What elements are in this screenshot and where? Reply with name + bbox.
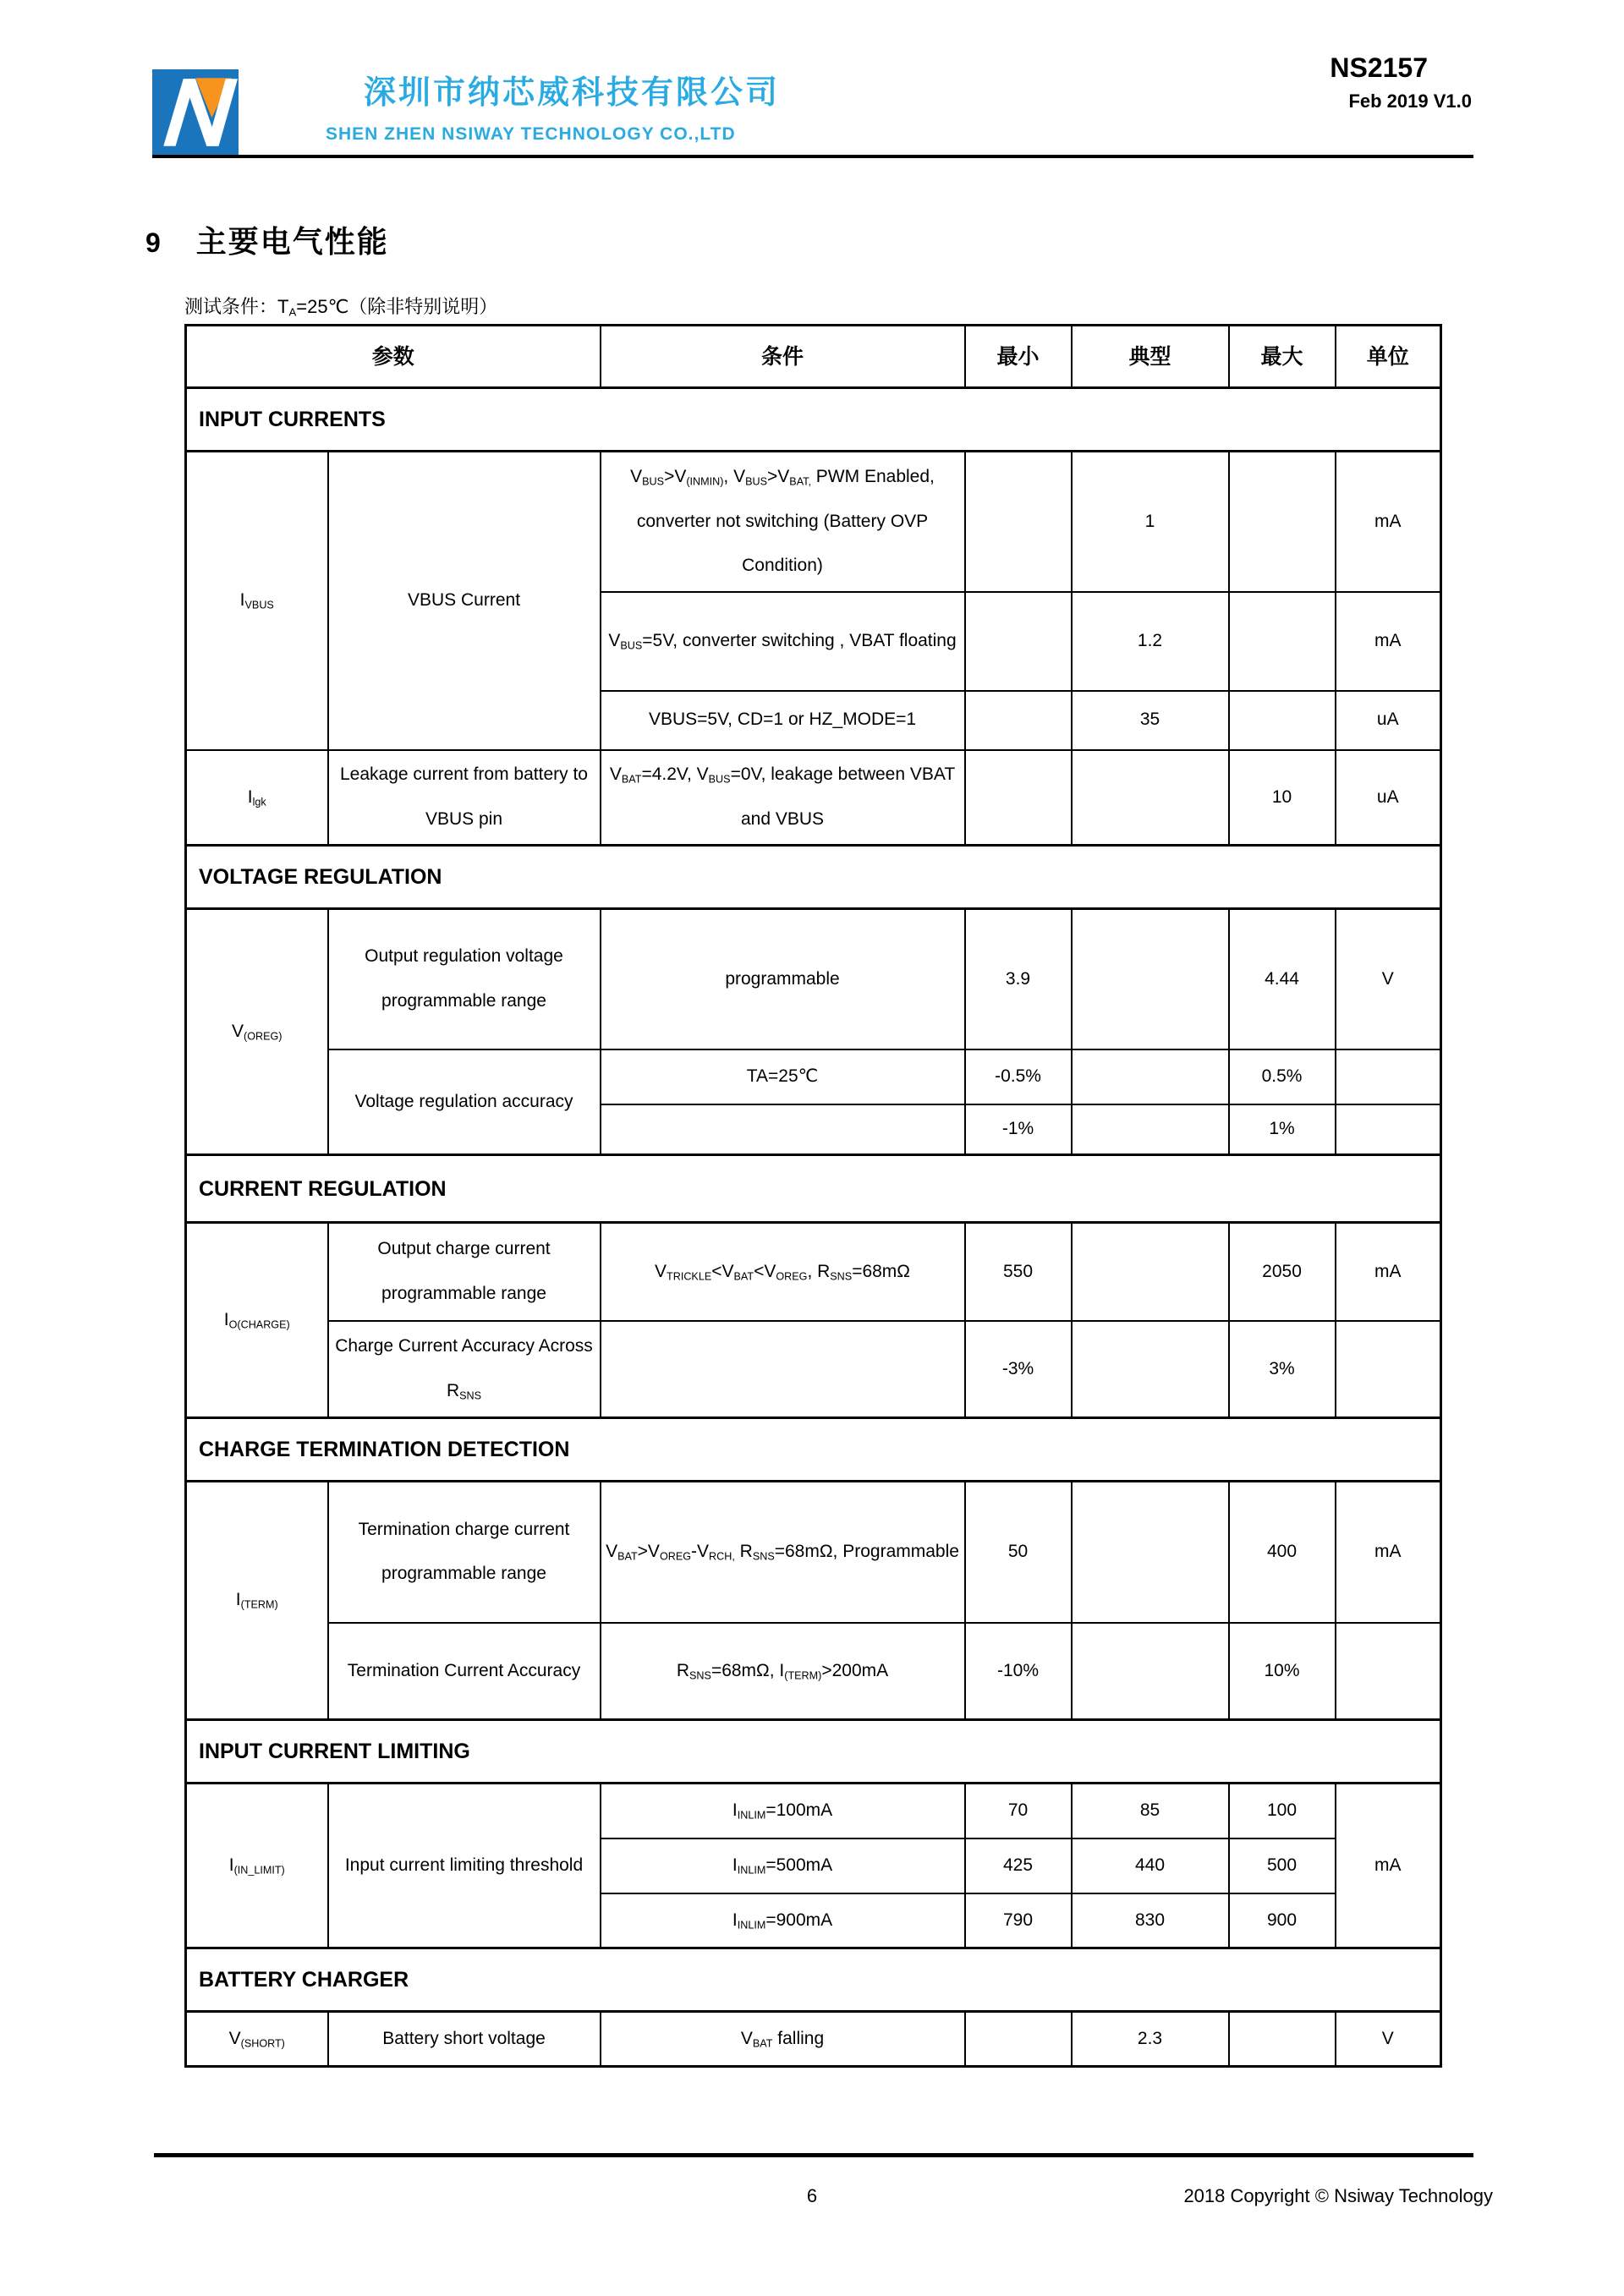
header-rule <box>152 155 1473 158</box>
unit: mA <box>1336 452 1441 592</box>
unit: uA <box>1336 750 1441 846</box>
param-desc: Termination charge current programmable range <box>328 1482 601 1623</box>
table-header-row <box>186 326 1441 388</box>
col-header-condition: 条件 <box>601 326 965 388</box>
col-header-typ: 典型 <box>1072 326 1229 388</box>
unit: V <box>1336 909 1441 1049</box>
table-row <box>186 1223 1441 1321</box>
max-value <box>1229 2012 1336 2067</box>
condition: TA=25℃ <box>601 1049 965 1104</box>
min-value <box>965 452 1072 592</box>
table-row <box>186 909 1441 1049</box>
min-value: -3% <box>965 1321 1072 1418</box>
nsiway-logo-icon <box>152 69 239 156</box>
param-symbol: $I_{VBUS}$ <box>186 452 328 750</box>
param-symbol: $V_{(OREG)}$ <box>186 909 328 1155</box>
condition: $I_{INLIM}=100mA$ <box>601 1784 965 1838</box>
unit: V <box>1336 2012 1441 2067</box>
min-value <box>965 592 1072 691</box>
param-desc: VBUS Current <box>328 452 601 750</box>
max-value <box>1229 452 1336 592</box>
condition: programmable <box>601 909 965 1049</box>
unit: uA <box>1336 691 1441 750</box>
condition: VBUS=5V, CD=1 or HZ_MODE=1 <box>601 691 965 750</box>
typ-value <box>1072 750 1229 846</box>
section-header: CHARGE TERMINATION DETECTION <box>186 1418 1441 1482</box>
section-header: BATTERY CHARGER <box>186 1948 1441 2012</box>
param-symbol: $I_{(TERM)}$ <box>186 1482 328 1720</box>
max-value: 3% <box>1229 1321 1336 1418</box>
section-row <box>186 1418 1441 1482</box>
section-header: VOLTAGE REGULATION <box>186 846 1441 909</box>
min-value: 70 <box>965 1784 1072 1838</box>
param-desc: Output regulation voltage programmable range <box>328 909 601 1049</box>
min-value: 50 <box>965 1482 1072 1623</box>
condition <box>601 1321 965 1418</box>
test-condition: 测试条件：$T_A=25℃$（除非特别说明） <box>184 296 498 319</box>
unit <box>1336 1049 1441 1104</box>
document-id-block <box>1330 52 1472 112</box>
page-number: 6 <box>806 2185 818 2206</box>
typ-value: 830 <box>1072 1893 1229 1948</box>
section-title: 主要电气性能 <box>195 224 389 259</box>
condition: $V_{BUS}>V_{(INMIN)}$, $V_{BUS}>V_{BAT,}$ PWM Enabled, converter not switching (Battery OVP Condition) <box>601 452 965 592</box>
revision: Feb 2019 V1.0 <box>1348 90 1472 112</box>
unit: mA <box>1336 1223 1441 1321</box>
param-desc: Charge Current Accuracy Across $R_{SNS}$ <box>328 1321 601 1418</box>
max-value: 10% <box>1229 1623 1336 1720</box>
table-row <box>186 2012 1441 2067</box>
section-header: INPUT CURRENT LIMITING <box>186 1720 1441 1784</box>
max-value: 10 <box>1229 750 1336 846</box>
max-value: 0.5% <box>1229 1049 1336 1104</box>
section-row <box>186 846 1441 909</box>
section-heading <box>145 218 389 261</box>
min-value <box>965 2012 1072 2067</box>
max-value <box>1229 691 1336 750</box>
typ-value <box>1072 1321 1229 1418</box>
condition: $V_{BAT}$ falling <box>601 2012 965 2067</box>
condition: $V_{BUS}=5V$, converter switching , VBAT floating <box>601 592 965 691</box>
param-symbol: $I_{O(CHARGE)}$ <box>186 1223 328 1418</box>
section-row <box>186 1948 1441 2012</box>
typ-value <box>1072 1049 1229 1104</box>
max-value <box>1229 592 1336 691</box>
section-row <box>186 1155 1441 1223</box>
min-value: 425 <box>965 1838 1072 1893</box>
section-header: CURRENT REGULATION <box>186 1155 1441 1223</box>
param-desc: Termination Current Accuracy <box>328 1623 601 1720</box>
table-row <box>186 1623 1441 1720</box>
table-row <box>186 1049 1441 1104</box>
condition: $V_{BAT}=4.2V$, $V_{BUS}=0V$, leakage between VBAT and VBUS <box>601 750 965 846</box>
condition: $R_{SNS}=68m\Omega$, $I_{(TERM)}>200mA$ <box>601 1623 965 1720</box>
col-header-max: 最大 <box>1229 326 1336 388</box>
section-row <box>186 1720 1441 1784</box>
min-value <box>965 750 1072 846</box>
typ-value <box>1072 1623 1229 1720</box>
footer-rule <box>154 2153 1473 2157</box>
col-header-unit: 单位 <box>1336 326 1441 388</box>
section-row <box>186 388 1441 452</box>
copyright: 2018 Copyright © Nsiway Technology <box>1183 2185 1493 2206</box>
condition: $I_{INLIM}=900mA$ <box>601 1893 965 1948</box>
param-desc: Output charge current programmable range <box>328 1223 601 1321</box>
param-symbol: $I_{lgk}$ <box>186 750 328 846</box>
unit: mA <box>1336 1482 1441 1623</box>
param-desc: Voltage regulation accuracy <box>328 1049 601 1155</box>
param-desc: Battery short voltage <box>328 2012 601 2067</box>
max-value: 1% <box>1229 1104 1336 1155</box>
company-name-cn: 深圳市纳芯威科技有限公司 <box>364 75 781 111</box>
typ-value <box>1072 1482 1229 1623</box>
param-symbol: $V_{(SHORT)}$ <box>186 2012 328 2067</box>
condition: $V_{TRICKLE}<V_{BAT}<V_{OREG}$, $R_{SNS}=68m\Omega$ <box>601 1223 965 1321</box>
unit: mA <box>1336 1784 1441 1948</box>
min-value: 3.9 <box>965 909 1072 1049</box>
typ-value: 440 <box>1072 1838 1229 1893</box>
typ-value: 2.3 <box>1072 2012 1229 2067</box>
min-value <box>965 691 1072 750</box>
table-row <box>186 1321 1441 1418</box>
min-value: -0.5% <box>965 1049 1072 1104</box>
typ-value <box>1072 1104 1229 1155</box>
typ-value: 85 <box>1072 1784 1229 1838</box>
max-value: 500 <box>1229 1838 1336 1893</box>
unit: mA <box>1336 592 1441 691</box>
unit <box>1336 1623 1441 1720</box>
table-row <box>186 1482 1441 1623</box>
unit <box>1336 1321 1441 1418</box>
max-value: 900 <box>1229 1893 1336 1948</box>
condition: $V_{BAT}>V_{OREG}-V_{RCH,}$ $R_{SNS}=68m\Omega$, Programmable <box>601 1482 965 1623</box>
typ-value <box>1072 1223 1229 1321</box>
table-row <box>186 750 1441 846</box>
company-block <box>326 66 780 145</box>
electrical-characteristics-table <box>184 324 1442 2068</box>
typ-value: 1 <box>1072 452 1229 592</box>
table-row <box>186 1784 1441 1838</box>
min-value: 550 <box>965 1223 1072 1321</box>
typ-value: 35 <box>1072 691 1229 750</box>
max-value: 400 <box>1229 1482 1336 1623</box>
table-row <box>186 452 1441 592</box>
max-value: 4.44 <box>1229 909 1336 1049</box>
typ-value <box>1072 909 1229 1049</box>
max-value: 2050 <box>1229 1223 1336 1321</box>
unit <box>1336 1104 1441 1155</box>
typ-value: 1.2 <box>1072 592 1229 691</box>
min-value: 790 <box>965 1893 1072 1948</box>
section-number: 9 <box>145 227 161 258</box>
condition <box>601 1104 965 1155</box>
param-symbol: $I_{(IN\_LIMIT)}$ <box>186 1784 328 1948</box>
min-value: -10% <box>965 1623 1072 1720</box>
condition: $I_{INLIM}=500mA$ <box>601 1838 965 1893</box>
col-header-parameter: 参数 <box>186 326 601 388</box>
min-value: -1% <box>965 1104 1072 1155</box>
param-desc: Leakage current from battery to VBUS pin <box>328 750 601 846</box>
company-name-en: SHEN ZHEN NSIWAY TECHNOLOGY CO.,LTD <box>326 124 736 144</box>
max-value: 100 <box>1229 1784 1336 1838</box>
col-header-min: 最小 <box>965 326 1072 388</box>
part-number: NS2157 <box>1330 52 1428 83</box>
section-header: INPUT CURRENTS <box>186 388 1441 452</box>
param-desc: Input current limiting threshold <box>328 1784 601 1948</box>
